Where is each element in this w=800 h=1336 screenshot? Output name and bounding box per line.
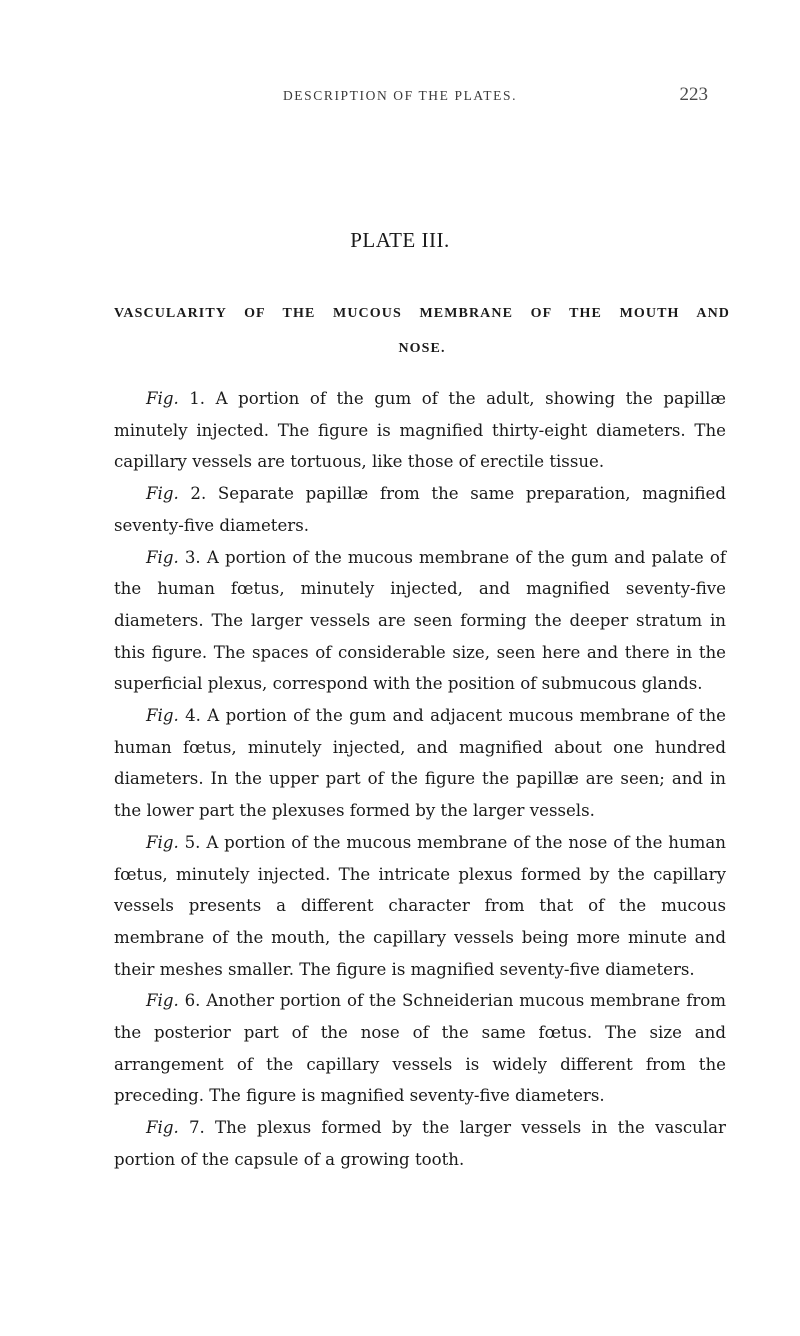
figure-text: Separate papillæ from the same preparation, magnified seventy-five diameters. bbox=[114, 484, 726, 535]
plate-title: PLATE III. bbox=[350, 228, 450, 252]
figure-label: Fig. bbox=[146, 389, 179, 408]
running-head bbox=[0, 84, 800, 108]
figure-text: Another portion of the Schneiderian mucous membrane from the posterior part of the nose of the same fœtus. The size and arrangement of the capillary vessels is widely different from the preceding. The figure is magnified seventy-five diameters. bbox=[114, 991, 726, 1106]
figure-label: Fig. bbox=[146, 832, 179, 852]
figure-text: A portion of the gum and adjacent mucous membrane of the human fœtus, minutely injected, and magnified about one hundred diameters. In the upper part of the figure the papillæ are seen; and in the lower part the plexuses formed by the larger vessels. bbox=[114, 706, 726, 821]
figure-description-7 bbox=[114, 1112, 726, 1175]
figure-number: 2. bbox=[178, 484, 207, 504]
figure-description-1 bbox=[114, 383, 726, 478]
plate-subtitle-line-2: NOSE. bbox=[398, 341, 446, 356]
page-number: 223 bbox=[679, 84, 708, 105]
plate-subtitle-line-1: VASCULARITY OF THE MUCOUS MEMBRANE OF THE MOUTH AND bbox=[114, 306, 730, 321]
figure-text: The plexus formed by the larger vessels in the vascular portion of the capsule of a growing tooth. bbox=[114, 1118, 726, 1169]
figure-label: Fig. bbox=[146, 484, 179, 504]
figure-label: Fig. bbox=[146, 1118, 179, 1138]
figure-description-5 bbox=[114, 827, 726, 986]
figure-number: 4. bbox=[178, 706, 201, 726]
figure-number: 6. bbox=[178, 991, 201, 1011]
figure-description-3 bbox=[114, 542, 726, 701]
figure-description-6 bbox=[114, 985, 726, 1112]
figure-description-4 bbox=[114, 700, 726, 827]
running-title: DESCRIPTION OF THE PLATES. bbox=[282, 88, 518, 103]
figure-label: Fig. bbox=[146, 706, 179, 726]
figure-descriptions bbox=[114, 383, 726, 1176]
figure-description-2 bbox=[114, 478, 726, 541]
figure-text: A portion of the gum of the adult, showing the papillæ minutely injected. The figure is magnified thirty-eight diameters. The capillary vessels are tortuous, like those of erectile tissue. bbox=[114, 389, 726, 472]
plate-subtitle bbox=[114, 296, 730, 366]
figure-number: 7. bbox=[178, 1118, 205, 1138]
figure-number: 1. bbox=[178, 389, 206, 408]
figure-number: 3. bbox=[178, 547, 201, 567]
figure-text: A portion of the mucous membrane of the gum and palate of the human fœtus, minutely injected, and magnified seventy-five diameters. The larger vessels are seen forming the deeper stratum in this figure. The spaces of considerable size, seen here and there in the superficial plexus, correspond with the position of submucous glands. bbox=[114, 547, 727, 694]
figure-label: Fig. bbox=[146, 991, 179, 1011]
figure-text: A portion of the mucous membrane of the nose of the human fœtus, minutely injected. The intricate plexus formed by the capillary vessels presents a different character from that of the mucous membrane of the mouth, the capillary vessels being more minute and their meshes smaller. The figure is magnified seventy-five diameters. bbox=[114, 832, 726, 979]
figure-number: 5. bbox=[178, 832, 201, 852]
figure-label: Fig. bbox=[146, 547, 179, 567]
